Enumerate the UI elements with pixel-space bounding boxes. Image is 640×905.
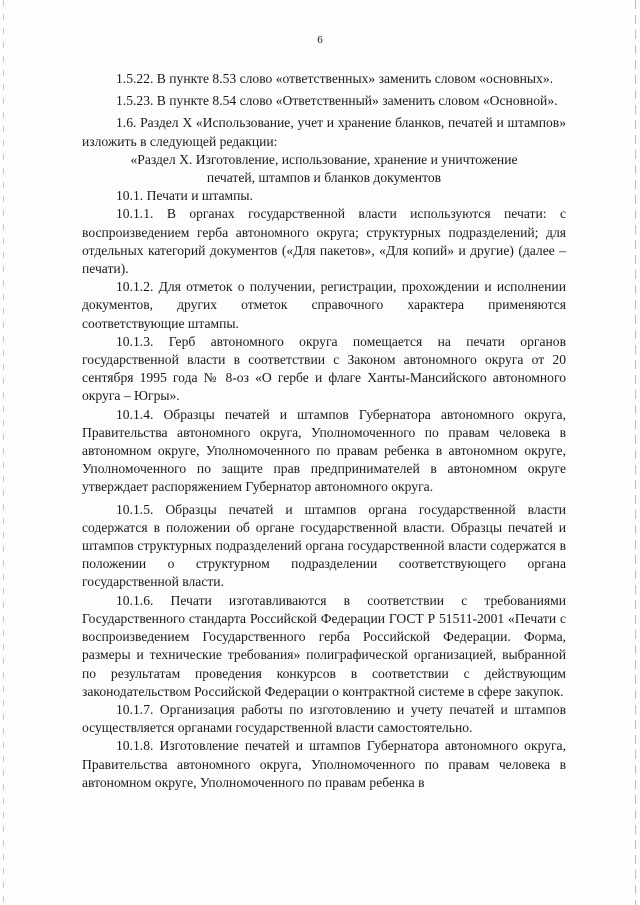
paragraph-10-1-3: 10.1.3. Герб автономного округа помещается на печати органов государственной власти в соответствии с Законом автономного округа от 20 сентября 1995 года № 8-оз «О гербе и флаге Ханты-Мансийского автономного округа – Югры».	[82, 333, 566, 404]
section-heading-line-1: «Раздел X. Изготовление, использование, хранение и уничтожение	[130, 151, 518, 167]
paragraph-10-1-8: 10.1.8. Изготовление печатей и штампов Губернатора автономного округа, Правительства автономного округа, Уполномоченного по правам человека в автономном округе, Уполномоченного по правам ребенка в	[82, 738, 566, 790]
paragraph-10-1-2: 10.1.2. Для отметок о получении, регистрации, прохождении и исполнении документов, других отметок справочного характера применяются соответствующие штампы.	[82, 279, 566, 331]
paragraph-1-5-22: 1.5.22. В пункте 8.53 слово «ответственных» заменить словом «основных».	[116, 71, 554, 86]
paragraph-10-1-1: 10.1.1. В органах государственной власти используются печати: с воспроизведением герба автономного округа; структурных подразделений; для отдельных категорий документов («Для пакетов», «Для копий» и другие) (далее – печати).	[82, 206, 566, 277]
scan-edge-right	[635, 0, 636, 905]
paragraph-10-1-4: 10.1.4. Образцы печатей и штампов Губернатора автономного округа, Правительства автономного округа, Уполномоченного по правам человека в автономном округе, Уполномоченного по правам ребенка в автономном округе, Уполномоченного по защите прав предпринимателей в автономном округе утверждает распоряжением Губернатор автономного округа.	[82, 406, 566, 495]
paragraph-10-1-6: 10.1.6. Печати изготавливаются в соответствии с требованиями Государственного стандарта Российской Федерации ГОСТ Р 51511-2001 «Печати с воспроизведением Государственного герба Российской Федерации. Форма, размеры и технические требования» полиграфической организацией, выбранной по результатам проведения конкурсов в соответствии с действующим законодательством Российской Федерации о контрактной системе в сфере закупок.	[82, 592, 566, 699]
page-number: 6	[317, 34, 323, 46]
paragraph-10-1-5: 10.1.5. Образцы печатей и штампов органа государственной власти содержатся в положении об органе государственной власти. Образцы печатей и штампов структурных подразделений органа государственной власти содержатся в положении о структурном подразделении соответствующего органа государственной власти.	[82, 501, 566, 590]
paragraph-1-5-23: 1.5.23. В пункте 8.54 слово «Ответственный» заменить словом «Основной».	[116, 93, 558, 109]
paragraph-1-6: 1.6. Раздел X «Использование, учет и хранение бланков, печатей и штампов» изложить в следующей редакции:	[82, 115, 566, 149]
paragraph-10-1-7: 10.1.7. Организация работы по изготовлению и учету печатей и штампов осуществляется органами государственной власти самостоятельно.	[82, 701, 566, 736]
scan-edge-left	[3, 0, 4, 905]
document-body	[82, 70, 566, 792]
paragraph-10-1: 10.1. Печати и штампы.	[116, 188, 253, 204]
section-heading-line-2: печатей, штампов и бланков документов	[206, 170, 442, 186]
